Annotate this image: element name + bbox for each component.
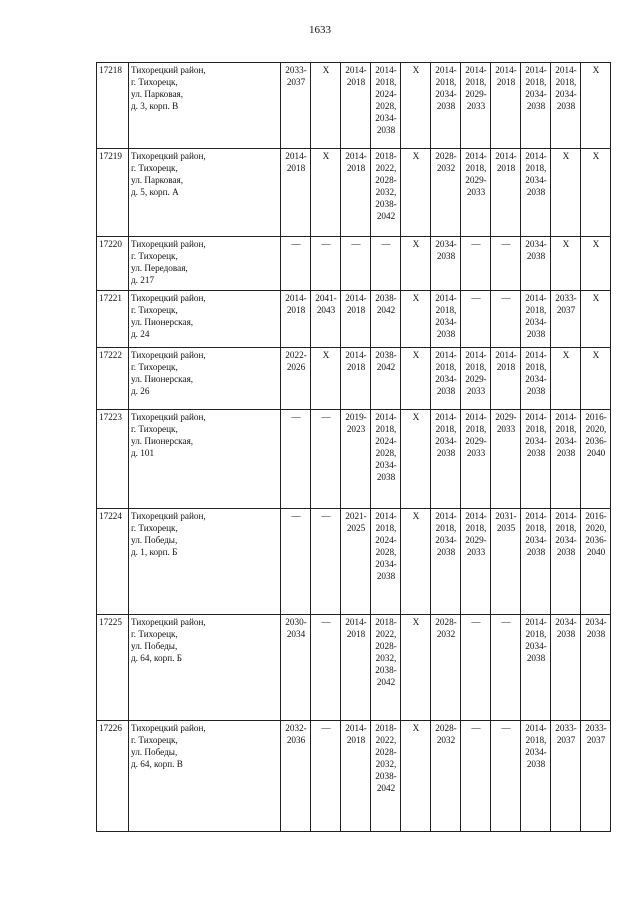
period-cell: X (581, 348, 611, 410)
period-cell: 2018- 2022, 2028- 2032, 2038- 2042 (371, 149, 401, 237)
period-cell: 2041- 2043 (311, 291, 341, 348)
period-cell: 2014- 2018 (341, 615, 371, 721)
period-cell: 2014- 2018, 2034- 2038 (551, 509, 581, 615)
period-cell: 2014- 2018, 2024- 2028, 2034- 2038 (371, 509, 401, 615)
table-row (97, 410, 611, 509)
period-cell: 2029- 2033 (491, 410, 521, 509)
table-row (97, 63, 611, 149)
period-cell: 2033- 2037 (281, 63, 311, 149)
address-cell: Тихорецкий район, г. Тихорецк, ул. Победы, д. 64, корп. Б (129, 615, 281, 721)
period-cell: X (401, 721, 431, 832)
page-number: 1633 (309, 24, 331, 36)
period-cell: 2028- 2032 (431, 721, 461, 832)
period-cell: — (461, 237, 491, 291)
period-cell: 2014- 2018 (341, 348, 371, 410)
address-cell: Тихорецкий район, г. Тихорецк, ул. Передовая, д. 217 (129, 237, 281, 291)
period-cell: 2034- 2038 (581, 615, 611, 721)
period-cell: — (491, 291, 521, 348)
period-cell: 2028- 2032 (431, 149, 461, 237)
row-number: 17219 (97, 149, 129, 237)
period-cell: 2014- 2018 (491, 348, 521, 410)
period-cell: 2014- 2018, 2034- 2038 (521, 615, 551, 721)
row-number: 17222 (97, 348, 129, 410)
period-cell: 2014- 2018, 2024- 2028, 2034- 2038 (371, 63, 401, 149)
table-row (97, 615, 611, 721)
row-number: 17225 (97, 615, 129, 721)
address-cell: Тихорецкий район, г. Тихорецк, ул. Парковая, д. 5, корп. А (129, 149, 281, 237)
table-row (97, 149, 611, 237)
period-cell: 2032- 2036 (281, 721, 311, 832)
period-cell: — (281, 509, 311, 615)
period-cell: 2033- 2037 (551, 721, 581, 832)
period-cell: 2014- 2018 (341, 149, 371, 237)
period-cell: 2014- 2018, 2029- 2033 (461, 63, 491, 149)
table-row (97, 509, 611, 615)
period-cell: 2014- 2018, 2034- 2038 (521, 410, 551, 509)
period-cell: X (581, 149, 611, 237)
period-cell: — (371, 237, 401, 291)
period-cell: — (491, 721, 521, 832)
row-number: 17223 (97, 410, 129, 509)
period-cell: 2014- 2018, 2034- 2038 (431, 63, 461, 149)
period-cell: 2038- 2042 (371, 291, 401, 348)
period-cell: 2014- 2018, 2034- 2038 (431, 509, 461, 615)
schedule-table (96, 62, 611, 832)
table-row (97, 348, 611, 410)
period-cell: X (581, 237, 611, 291)
period-cell: 2014- 2018 (341, 291, 371, 348)
period-cell: 2014- 2018, 2034- 2038 (521, 149, 551, 237)
address-cell: Тихорецкий район, г. Тихорецк, ул. Пионерская, д. 26 (129, 348, 281, 410)
table-body (97, 63, 611, 832)
period-cell: 2014- 2018, 2029- 2033 (461, 348, 491, 410)
period-cell: X (581, 63, 611, 149)
period-cell: 2014- 2018, 2034- 2038 (551, 63, 581, 149)
period-cell: — (461, 721, 491, 832)
period-cell: X (401, 509, 431, 615)
table-row (97, 721, 611, 832)
period-cell: 2034- 2038 (431, 237, 461, 291)
period-cell: — (281, 237, 311, 291)
period-cell: 2038- 2042 (371, 348, 401, 410)
period-cell: X (401, 615, 431, 721)
period-cell: X (401, 149, 431, 237)
period-cell: 2021- 2025 (341, 509, 371, 615)
period-cell: 2022- 2026 (281, 348, 311, 410)
period-cell: X (401, 237, 431, 291)
period-cell: 2014- 2018, 2034- 2038 (431, 291, 461, 348)
period-cell: 2014- 2018, 2034- 2038 (551, 410, 581, 509)
period-cell: 2018- 2022, 2028- 2032, 2038- 2042 (371, 721, 401, 832)
period-cell: 2014- 2018 (281, 149, 311, 237)
row-number: 17226 (97, 721, 129, 832)
period-cell: 2014- 2018, 2034- 2038 (521, 63, 551, 149)
period-cell: 2031- 2035 (491, 509, 521, 615)
period-cell: — (281, 410, 311, 509)
period-cell: 2014- 2018 (491, 149, 521, 237)
period-cell: — (491, 615, 521, 721)
address-cell: Тихорецкий район, г. Тихорецк, ул. Победы, д. 1, корп. Б (129, 509, 281, 615)
period-cell: 2016- 2020, 2036- 2040 (581, 410, 611, 509)
period-cell: 2014- 2018, 2029- 2033 (461, 149, 491, 237)
period-cell: — (341, 237, 371, 291)
period-cell: 2014- 2018, 2034- 2038 (431, 410, 461, 509)
address-cell: Тихорецкий район, г. Тихорецк, ул. Победы, д. 64, корп. В (129, 721, 281, 832)
period-cell: X (551, 149, 581, 237)
period-cell: 2014- 2018, 2034- 2038 (431, 348, 461, 410)
period-cell: 2014- 2018 (281, 291, 311, 348)
period-cell: 2014- 2018, 2034- 2038 (521, 509, 551, 615)
period-cell: X (551, 237, 581, 291)
period-cell: X (311, 149, 341, 237)
period-cell: 2014- 2018 (341, 63, 371, 149)
row-number: 17220 (97, 237, 129, 291)
period-cell: — (311, 237, 341, 291)
period-cell: — (461, 291, 491, 348)
address-cell: Тихорецкий район, г. Тихорецк, ул. Парковая, д. 3, корп. В (129, 63, 281, 149)
period-cell: 2014- 2018, 2034- 2038 (521, 721, 551, 832)
period-cell: — (311, 721, 341, 832)
period-cell: 2033- 2037 (581, 721, 611, 832)
period-cell: 2016- 2020, 2036- 2040 (581, 509, 611, 615)
table-row (97, 291, 611, 348)
period-cell: — (491, 237, 521, 291)
row-number: 17218 (97, 63, 129, 149)
period-cell: X (311, 63, 341, 149)
period-cell: 2014- 2018, 2034- 2038 (521, 348, 551, 410)
address-cell: Тихорецкий район, г. Тихорецк, ул. Пионерская, д. 24 (129, 291, 281, 348)
period-cell: — (311, 615, 341, 721)
row-number: 17224 (97, 509, 129, 615)
period-cell: 2019- 2023 (341, 410, 371, 509)
period-cell: — (311, 410, 341, 509)
address-cell: Тихорецкий район, г. Тихорецк, ул. Пионерская, д. 101 (129, 410, 281, 509)
period-cell: 2034- 2038 (551, 615, 581, 721)
period-cell: — (461, 615, 491, 721)
period-cell: 2030- 2034 (281, 615, 311, 721)
period-cell: 2014- 2018, 2029- 2033 (461, 410, 491, 509)
period-cell: 2028- 2032 (431, 615, 461, 721)
period-cell: X (581, 291, 611, 348)
period-cell: X (401, 291, 431, 348)
period-cell: X (401, 410, 431, 509)
period-cell: 2034- 2038 (521, 237, 551, 291)
period-cell: 2033- 2037 (551, 291, 581, 348)
period-cell: — (311, 509, 341, 615)
period-cell: 2014- 2018, 2034- 2038 (521, 291, 551, 348)
period-cell: X (551, 348, 581, 410)
period-cell: 2018- 2022, 2028- 2032, 2038- 2042 (371, 615, 401, 721)
row-number: 17221 (97, 291, 129, 348)
period-cell: 2014- 2018, 2029- 2033 (461, 509, 491, 615)
period-cell: X (311, 348, 341, 410)
period-cell: 2014- 2018 (341, 721, 371, 832)
table-row (97, 237, 611, 291)
period-cell: 2014- 2018 (491, 63, 521, 149)
period-cell: 2014- 2018, 2024- 2028, 2034- 2038 (371, 410, 401, 509)
period-cell: X (401, 348, 431, 410)
period-cell: X (401, 63, 431, 149)
